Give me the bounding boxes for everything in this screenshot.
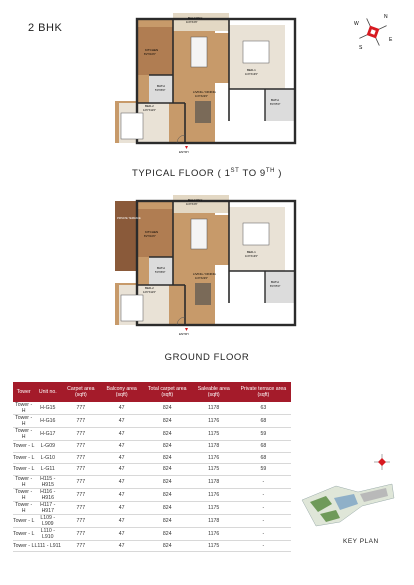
table-row [13,527,291,540]
table-cell: 59 [236,428,291,441]
table-cell: 777 [61,527,100,540]
svg-text:5'0"X8'0": 5'0"X8'0" [155,89,166,92]
table-cell: 777 [61,402,100,415]
table-cell: 824 [143,441,192,453]
table-cell: - [236,540,291,552]
compass-s: S [359,45,363,51]
table-cell: 824 [143,488,192,501]
table-cell: 59 [236,464,291,476]
table-cell: - [236,475,291,488]
table-cell: 1176 [192,527,236,540]
table-cell: 1175 [192,540,236,552]
table-cell: Tower - H [13,428,34,441]
table-cell: 777 [61,475,100,488]
table-cell: 47 [101,464,143,476]
svg-text:8'2"X10'0": 8'2"X10'0" [144,235,156,238]
table-cell: Tower - H [13,402,34,415]
key-plan-map [296,450,400,532]
table-cell: Tower - H [13,475,34,488]
table-cell: Tower - H [13,501,34,514]
table-cell: 777 [61,441,100,453]
table-row [13,464,291,476]
table-cell: 1178 [192,441,236,453]
svg-text:KITCHEN: KITCHEN [145,230,159,234]
table-cell: 777 [61,501,100,514]
table-cell: Tower - L [13,441,34,453]
table-row [13,501,291,514]
table-cell: - [236,488,291,501]
table-cell: - [236,514,291,527]
table-cell: 1178 [192,475,236,488]
table-cell: 824 [143,415,192,428]
table-cell: 824 [143,452,192,464]
table-cell: Tower - L [13,540,34,552]
table-cell: - [236,501,291,514]
svg-text:BATH: BATH [271,280,279,284]
svg-text:BED-1: BED-1 [247,68,256,72]
svg-text:11'0"X13'0": 11'0"X13'0" [245,255,259,258]
header-tower: Tower [13,382,34,402]
table-cell: 777 [61,488,100,501]
table-cell: L-G10 [34,452,61,464]
svg-text:11'0"X22'0": 11'0"X22'0" [195,277,209,280]
key-plan-label: KEY PLAN [343,538,379,545]
table-cell: H115 - H915 [34,475,61,488]
svg-text:BALCONY: BALCONY [188,16,203,20]
header-private-terrace: Private terrace area (sqft) [236,382,291,402]
table-cell: 47 [101,514,143,527]
svg-text:ENTRY: ENTRY [179,150,190,153]
table-cell: 824 [143,540,192,552]
table-cell: 47 [101,452,143,464]
table-cell: L110 - L910 [34,527,61,540]
table-cell: 824 [143,475,192,488]
table-row [13,475,291,488]
table-cell: 47 [101,441,143,453]
svg-text:5'0"X8'0": 5'0"X8'0" [155,271,166,274]
table-cell: 1176 [192,452,236,464]
compass-w: W [354,21,359,27]
table-cell: Tower - L [13,514,34,527]
svg-text:BED-1: BED-1 [247,250,256,254]
table-cell: 68 [236,452,291,464]
table-row [13,452,291,464]
header-carpet: Carpet area (sqft) [61,382,100,402]
typical-floor-caption: TYPICAL FLOOR ( 1ST TO 9TH ) [131,168,283,180]
table-cell: Tower - L [13,527,34,540]
table-cell: 68 [236,415,291,428]
header-unit: Unit no. [34,382,61,402]
svg-text:11'0"X4'6": 11'0"X4'6" [186,203,198,206]
table-cell: 777 [61,540,100,552]
table-cell: - [236,527,291,540]
svg-text:LIVING / DINING: LIVING / DINING [193,90,216,94]
table-cell: 824 [143,527,192,540]
svg-text:8'2"X10'0": 8'2"X10'0" [144,53,156,56]
table-cell: 1176 [192,488,236,501]
table-cell: 68 [236,441,291,453]
table-cell: 824 [143,402,192,415]
table-cell: 777 [61,415,100,428]
svg-text:BALCONY: BALCONY [188,198,203,202]
table-cell: H117 - H917 [34,501,61,514]
table-cell: 47 [101,475,143,488]
table-cell: 1175 [192,428,236,441]
floor-plan-typical [115,13,300,153]
table-cell: 63 [236,402,291,415]
ground-floor-caption: GROUND FLOOR [164,352,250,363]
table-cell: 47 [101,501,143,514]
table-cell: L109 - L909 [34,514,61,527]
table-row [13,488,291,501]
table-cell: H-G15 [34,402,61,415]
table-cell: 777 [61,514,100,527]
table-row [13,428,291,441]
table-cell: 1178 [192,402,236,415]
svg-text:BED-2: BED-2 [145,286,154,290]
svg-text:8'4"X5'0": 8'4"X5'0" [270,285,281,288]
svg-text:KITCHEN: KITCHEN [145,48,159,52]
unit-type-title: 2 BHK [28,22,63,34]
svg-text:BATH: BATH [157,266,165,270]
table-cell: 47 [101,415,143,428]
table-row [13,514,291,527]
table-row [13,441,291,453]
table-cell: 1175 [192,501,236,514]
table-cell: Tower - H [13,415,34,428]
table-cell: 777 [61,452,100,464]
svg-text:11'0"X22'0": 11'0"X22'0" [195,95,209,98]
table-cell: Tower - L [13,452,34,464]
header-saleable: Saleable area (sqft) [192,382,236,402]
key-plan-compass-icon [374,454,390,470]
table-cell: 47 [101,527,143,540]
svg-text:12'0"X11'0": 12'0"X11'0" [143,109,157,112]
table-cell: 1176 [192,415,236,428]
table-cell: 1175 [192,464,236,476]
compass-icon [353,12,393,52]
table-row [13,540,291,552]
svg-text:BED-2: BED-2 [145,104,154,108]
table-cell: H-G17 [34,428,61,441]
compass-n: N [384,14,388,20]
table-cell: Tower - L [13,464,34,476]
table-cell: 47 [101,428,143,441]
table-cell: 47 [101,540,143,552]
svg-text:LIVING / DINING: LIVING / DINING [193,272,216,276]
svg-text:PRIVATE TERRACE: PRIVATE TERRACE [117,217,141,220]
table-cell: 47 [101,488,143,501]
svg-text:12'0"X11'0": 12'0"X11'0" [143,291,157,294]
svg-text:8'4"X5'0": 8'4"X5'0" [270,103,281,106]
table-cell: H-G16 [34,415,61,428]
svg-text:11'0"X13'0": 11'0"X13'0" [245,73,259,76]
compass-e: E [389,37,393,43]
table-cell: 824 [143,464,192,476]
table-cell: Tower - H [13,488,34,501]
table-cell: 777 [61,464,100,476]
table-cell: L-G11 [34,464,61,476]
svg-text:BATH: BATH [157,84,165,88]
table-cell: 824 [143,514,192,527]
table-cell: 824 [143,428,192,441]
table-cell: L-G09 [34,441,61,453]
table-cell: 777 [61,428,100,441]
header-total-carpet: Total carpet area (sqft) [143,382,192,402]
table-header-row [13,382,291,402]
table-cell: 1178 [192,514,236,527]
floor-plan-ground [115,195,300,335]
svg-text:ENTRY: ENTRY [179,332,190,335]
area-table [13,382,291,552]
table-cell: H116 - H916 [34,488,61,501]
table-row [13,402,291,415]
table-cell: 47 [101,402,143,415]
svg-text:BATH: BATH [271,98,279,102]
table-cell: 824 [143,501,192,514]
svg-text:11'0"X4'6": 11'0"X4'6" [186,21,198,24]
table-cell: L111 - L911 [34,540,61,552]
header-balcony: Balcony area (sqft) [101,382,143,402]
table-row [13,415,291,428]
